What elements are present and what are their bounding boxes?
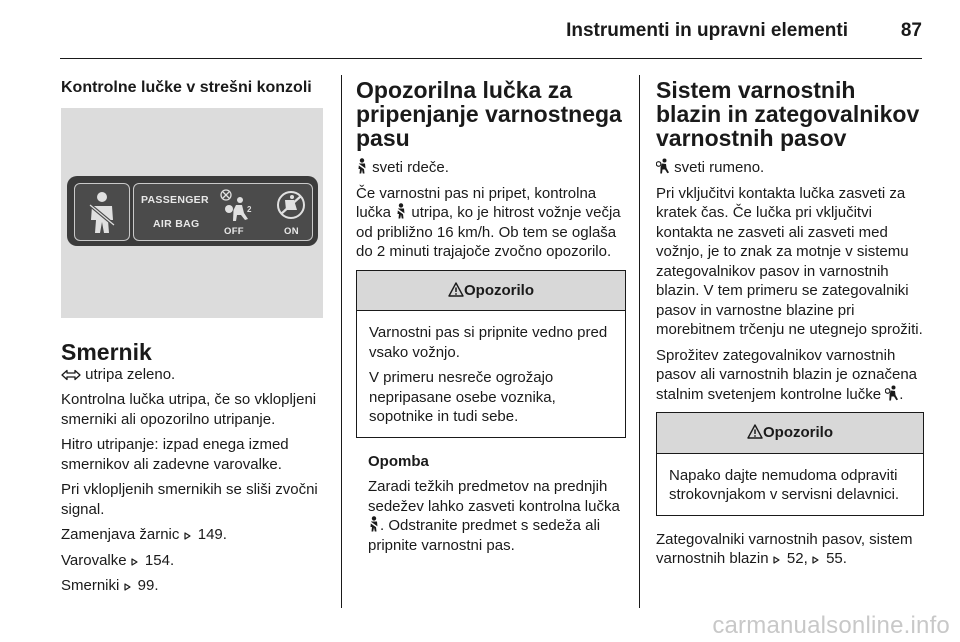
page-reference-arrow-icon <box>773 555 783 565</box>
reference-link[interactable] <box>61 576 329 596</box>
note-heading: Opomba <box>368 452 429 470</box>
watermark: carmanualsonline.info <box>712 612 950 639</box>
seatbelt-paragraph <box>356 184 626 262</box>
panel-label-airbag: AIR BAG <box>153 218 200 230</box>
airbag-paragraph-text: Sprožitev zategovalnikov varnostnih pasov ali varnostnih blazin je označena stalnim svetenjem kontrolne lučke <box>656 346 917 403</box>
note-text-part: . Odstranite predmet s sedeža ali pripnite varnostni pas. <box>368 517 601 554</box>
airbag-indicator-panel <box>67 176 318 246</box>
warning-box-header <box>357 271 625 312</box>
child-seat-crossed-icon <box>274 188 308 224</box>
smernik-paragraph: Kontrolna lučka utripa, če so vklopljeni smerniki ali opozorilno utripanje. <box>61 391 317 428</box>
reference-label: Zategovalniki varnostnih pasov, sistem varnostnih blazin <box>656 530 913 567</box>
smernik-paragraph: Pri vklopljenih smernikih se sliši zvočni signal. <box>61 481 318 518</box>
warning-paragraph: Varnostni pas si pripnite vedno pred vsako vožnjo. <box>369 324 608 361</box>
warning-box <box>656 412 924 516</box>
reference-page: 99. <box>133 577 159 594</box>
column-2 <box>356 78 626 561</box>
seatbelt-indicator-window <box>74 183 130 241</box>
warning-triangle-icon <box>448 282 464 297</box>
warning-box-body <box>357 311 625 437</box>
warning-paragraph: V primeru nesreče ogrožajo nepripasane osebe voznika, sopotnike in tudi sebe. <box>369 369 556 425</box>
svg-text:2: 2 <box>247 205 252 214</box>
column-divider-2 <box>639 75 640 608</box>
column-1 <box>61 78 329 108</box>
page-reference-arrow-icon <box>812 555 822 565</box>
airbag-status-text: sveti rumeno. <box>670 159 765 176</box>
warning-box <box>356 270 626 438</box>
airbag-icon <box>656 158 670 174</box>
seatbelt-icon <box>356 158 368 174</box>
warning-heading: Opozorilo <box>763 424 833 441</box>
panel-label-on: ON <box>284 226 299 237</box>
note-text-part: Zaradi težkih predmetov na prednjih sedežev lahko zasveti kontrolna lučka <box>368 478 620 515</box>
airbag-footer-reference[interactable] <box>656 530 924 569</box>
reference-link[interactable] <box>61 525 329 545</box>
note-block <box>356 452 626 556</box>
airbag-status <box>656 158 924 178</box>
warning-box-body <box>657 454 923 515</box>
seatbelt-warning-title: Opozorilna lučka za pripenjanje varnostnega pasu <box>356 77 622 151</box>
turn-signal-icon <box>61 369 81 381</box>
column-3 <box>656 78 924 575</box>
smernik-status-text: utripa zeleno. <box>81 365 176 383</box>
column-divider-1 <box>341 75 342 608</box>
reference-page: 149. <box>193 526 227 543</box>
page-reference-arrow-icon <box>124 582 134 592</box>
reference-label: Smerniki <box>61 577 124 594</box>
reference-page: 52, <box>782 550 812 567</box>
seatbelt-status <box>356 158 626 178</box>
reference-link[interactable] <box>61 551 329 571</box>
warning-heading: Opozorilo <box>464 281 534 299</box>
smernik-status <box>61 365 329 385</box>
airbag-icon <box>885 385 899 401</box>
panel-label-passenger: PASSENGER <box>141 194 209 206</box>
airbag-system-title: Sistem varnostnih blazin in zategovalnikov varnostnih pasov <box>656 77 920 151</box>
airbag-off-icon <box>214 188 254 224</box>
seatbelt-status-text: sveti rdeče. <box>368 159 449 176</box>
warning-box-header <box>657 413 923 454</box>
warning-triangle-icon <box>747 424 763 439</box>
reference-label: Zamenjava žarnic <box>61 526 184 543</box>
reference-label: Varovalke <box>61 551 131 569</box>
header-divider <box>60 58 922 59</box>
smernik-title: Smernik <box>61 339 152 365</box>
passenger-airbag-status-window <box>133 183 313 241</box>
seatbelt-icon <box>75 184 129 240</box>
page-number: 87 <box>900 20 922 41</box>
seatbelt-icon <box>395 203 407 219</box>
panel-label-off: OFF <box>224 226 244 237</box>
airbag-paragraph: Pri vključitvi kontakta lučka zasveti za kratek čas. Če lučka pri vključitvi kontakta ne zasveti ali zasveti med vožnjo, je to znak za motnje v sistemu zategovalnikov pasov in varnostnih blazin. V tem primeru se zategovalniki pasov in varnostne blazine pri morebitnem trčenju ne utegnejo sprožiti. <box>656 184 923 338</box>
page-header-title: Instrumenti in upravni elementi <box>566 20 848 41</box>
seatbelt-icon <box>368 516 380 532</box>
page-reference-arrow-icon <box>184 531 194 541</box>
airbag-paragraph <box>656 346 924 405</box>
reference-page: 55. <box>821 550 847 567</box>
smernik-section <box>61 339 329 602</box>
smernik-paragraph: Hitro utripanje: izpad enega izmed smernikov ali zadevne varovalke. <box>61 436 289 473</box>
roof-console-section-title: Kontrolne lučke v strešni konzoli <box>61 79 312 96</box>
warning-paragraph: Napako dajte nemudoma odpraviti strokovnjakom v servisni delavnici. <box>669 466 900 503</box>
seatbelt-paragraph-text: Če varnostni pas ni pripet, kontrolna lučka <box>356 184 597 221</box>
note-text <box>368 477 626 555</box>
page-reference-arrow-icon <box>131 557 141 567</box>
reference-page: 154. <box>140 551 175 569</box>
roof-console-photo <box>61 108 323 318</box>
airbag-paragraph-text: . <box>899 385 904 403</box>
seatbelt-paragraph-text: utripa, ko je hitrost vožnje večja od približno 16 km/h. Ob tem se oglaša do 2 minuti trajajoče zvočno opozorilo. <box>356 204 621 260</box>
